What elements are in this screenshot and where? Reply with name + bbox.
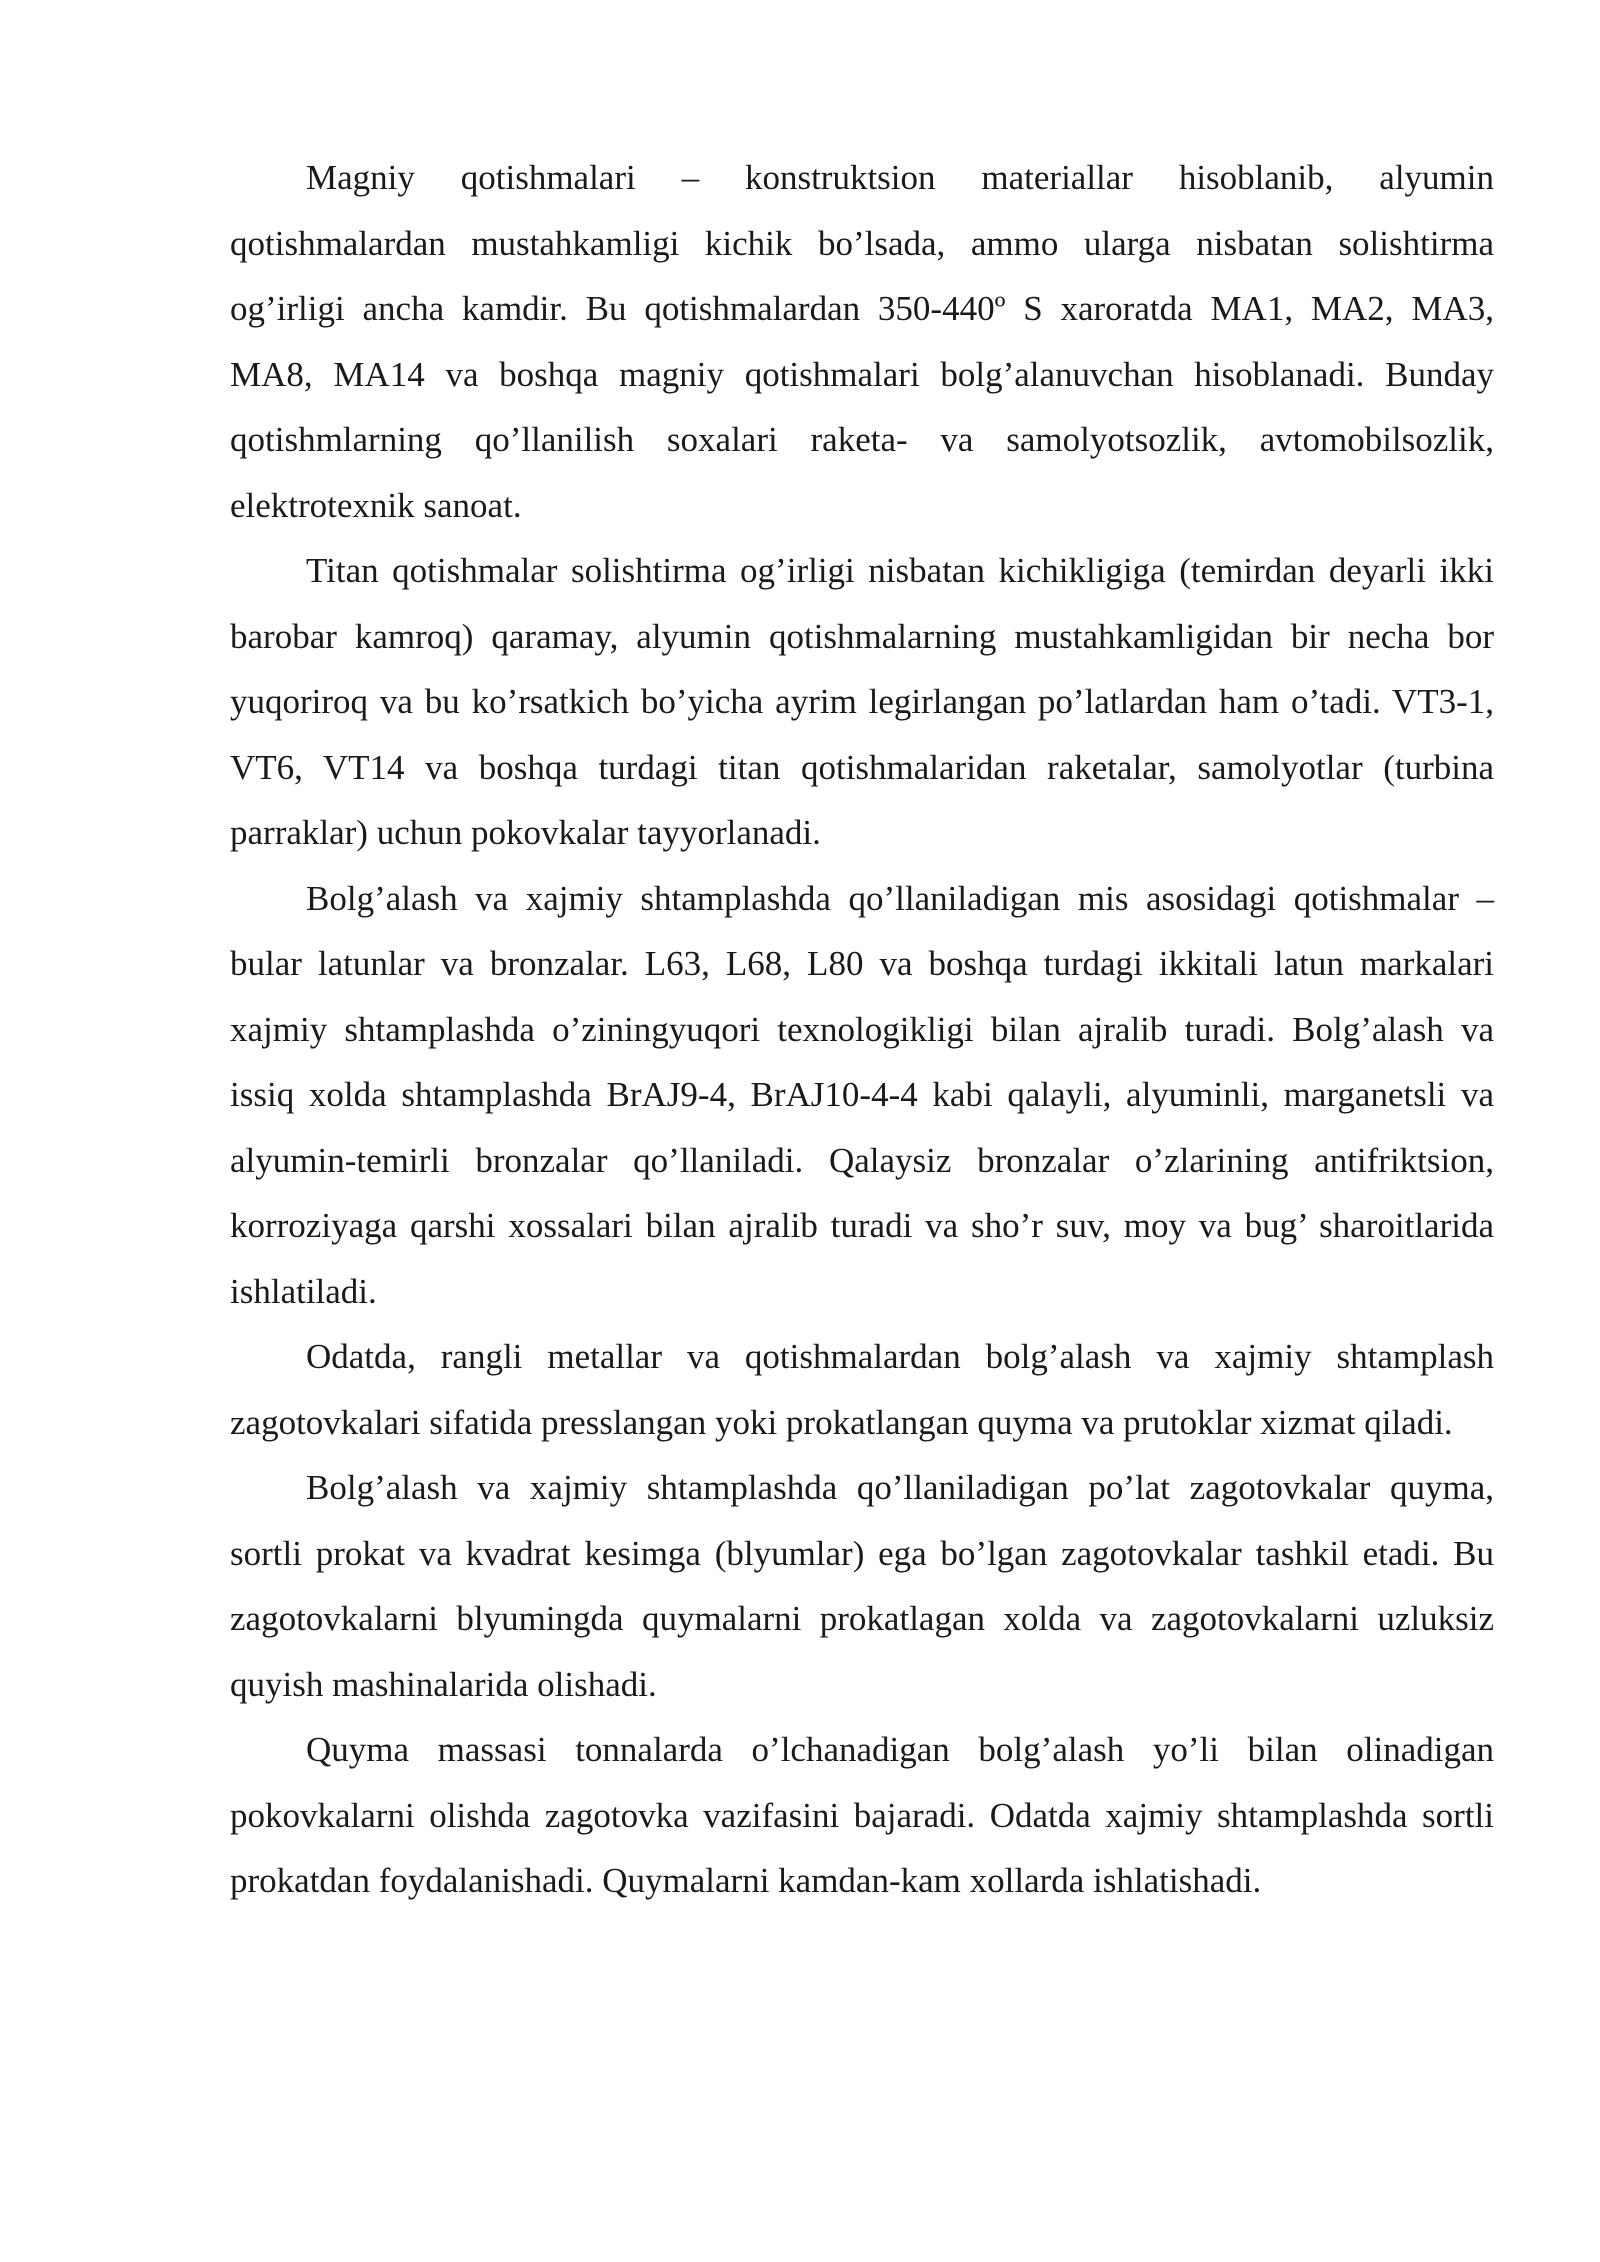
paragraph-magnesium-alloys: Magniy qotishmalari – konstruktsion materiallar hisoblanib, alyumin qotishmalardan mustahkamligi kichik bo’lsada, ammo ularga nisbatan solishtirma og’irligi ancha kamdir. Bu qotishmalardan 350-440º S xaroratda MA1, MA2, MA3, MA8, MA14 va boshqa magniy qotishmalari bolg’alanuvchan hisoblanadi. Bunday qotishmlarning qo’llanilish soxalari raketa- va samolyotsozlik, avtomobilsozlik, elektrotexnik sanoat.: [230, 158, 1494, 525]
paragraph-nonferrous-blanks: Odatda, rangli metallar va qotishmalardan bolg’alash va xajmiy shtamplash zagotovkalari sifatida presslangan yoki prokatlangan quyma va prutoklar xizmat qiladi.: [230, 1337, 1494, 1442]
document-body: [230, 145, 1494, 1914]
paragraph-titanium-alloys: Titan qotishmalar solishtirma og’irligi nisbatan kichikligiga (temirdan deyarli ikki barobar kamroq) qaramay, alyumin qotishmalarning mustahkamligidan bir necha bor yuqoriroq va bu ko’rsatkich bo’yicha ayrim legirlangan po’latlardan ham o’tadi. VT3-1, VT6, VT14 va boshqa turdagi titan qotishmalaridan raketalar, samolyotlar (turbina parraklar) uchun pokovkalar tayyorlanadi.: [230, 551, 1494, 852]
paragraph-steel-blanks: Bolg’alash va xajmiy shtamplashda qo’llaniladigan po’lat zagotovkalar quyma, sortli prokat va kvadrat kesimga (blyumlar) ega bo’lgan zagotovkalar tashkil etadi. Bu zagotovkalarni blyumingda quymalarni prokatlagan xolda va zagotovkalarni uzluksiz quyish mashinalarida olishadi.: [230, 1468, 1494, 1704]
paragraph-copper-alloys: Bolg’alash va xajmiy shtamplashda qo’llaniladigan mis asosidagi qotishmalar – bular latunlar va bronzalar. L63, L68, L80 va boshqa turdagi ikkitali latun markalari xajmiy shtamplashda o’ziningyuqori texnologikligi bilan ajralib turadi. Bolg’alash va issiq xolda shtamplashda BrAJ9-4, BrAJ10-4-4 kabi qalayli, alyuminli, marganetsli va alyumin-temirli bronzalar qo’llaniladi. Qalaysiz bronzalar o’zlarining antifriktsion, korroziyaga qarshi xossalari bilan ajralib turadi va sho’r suv, moy va bug’ sharoitlarida ishlatiladi.: [230, 878, 1494, 1311]
paragraph-ingots: Quyma massasi tonnalarda o’lchanadigan bolg’alash yo’li bilan olinadigan pokovkalarni olishda zagotovka vazifasini bajaradi. Odatda xajmiy shtamplashda sortli prokatdan foydalanishadi. Quymalarni kamdan-kam xollarda ishlatishadi.: [230, 1730, 1494, 1900]
